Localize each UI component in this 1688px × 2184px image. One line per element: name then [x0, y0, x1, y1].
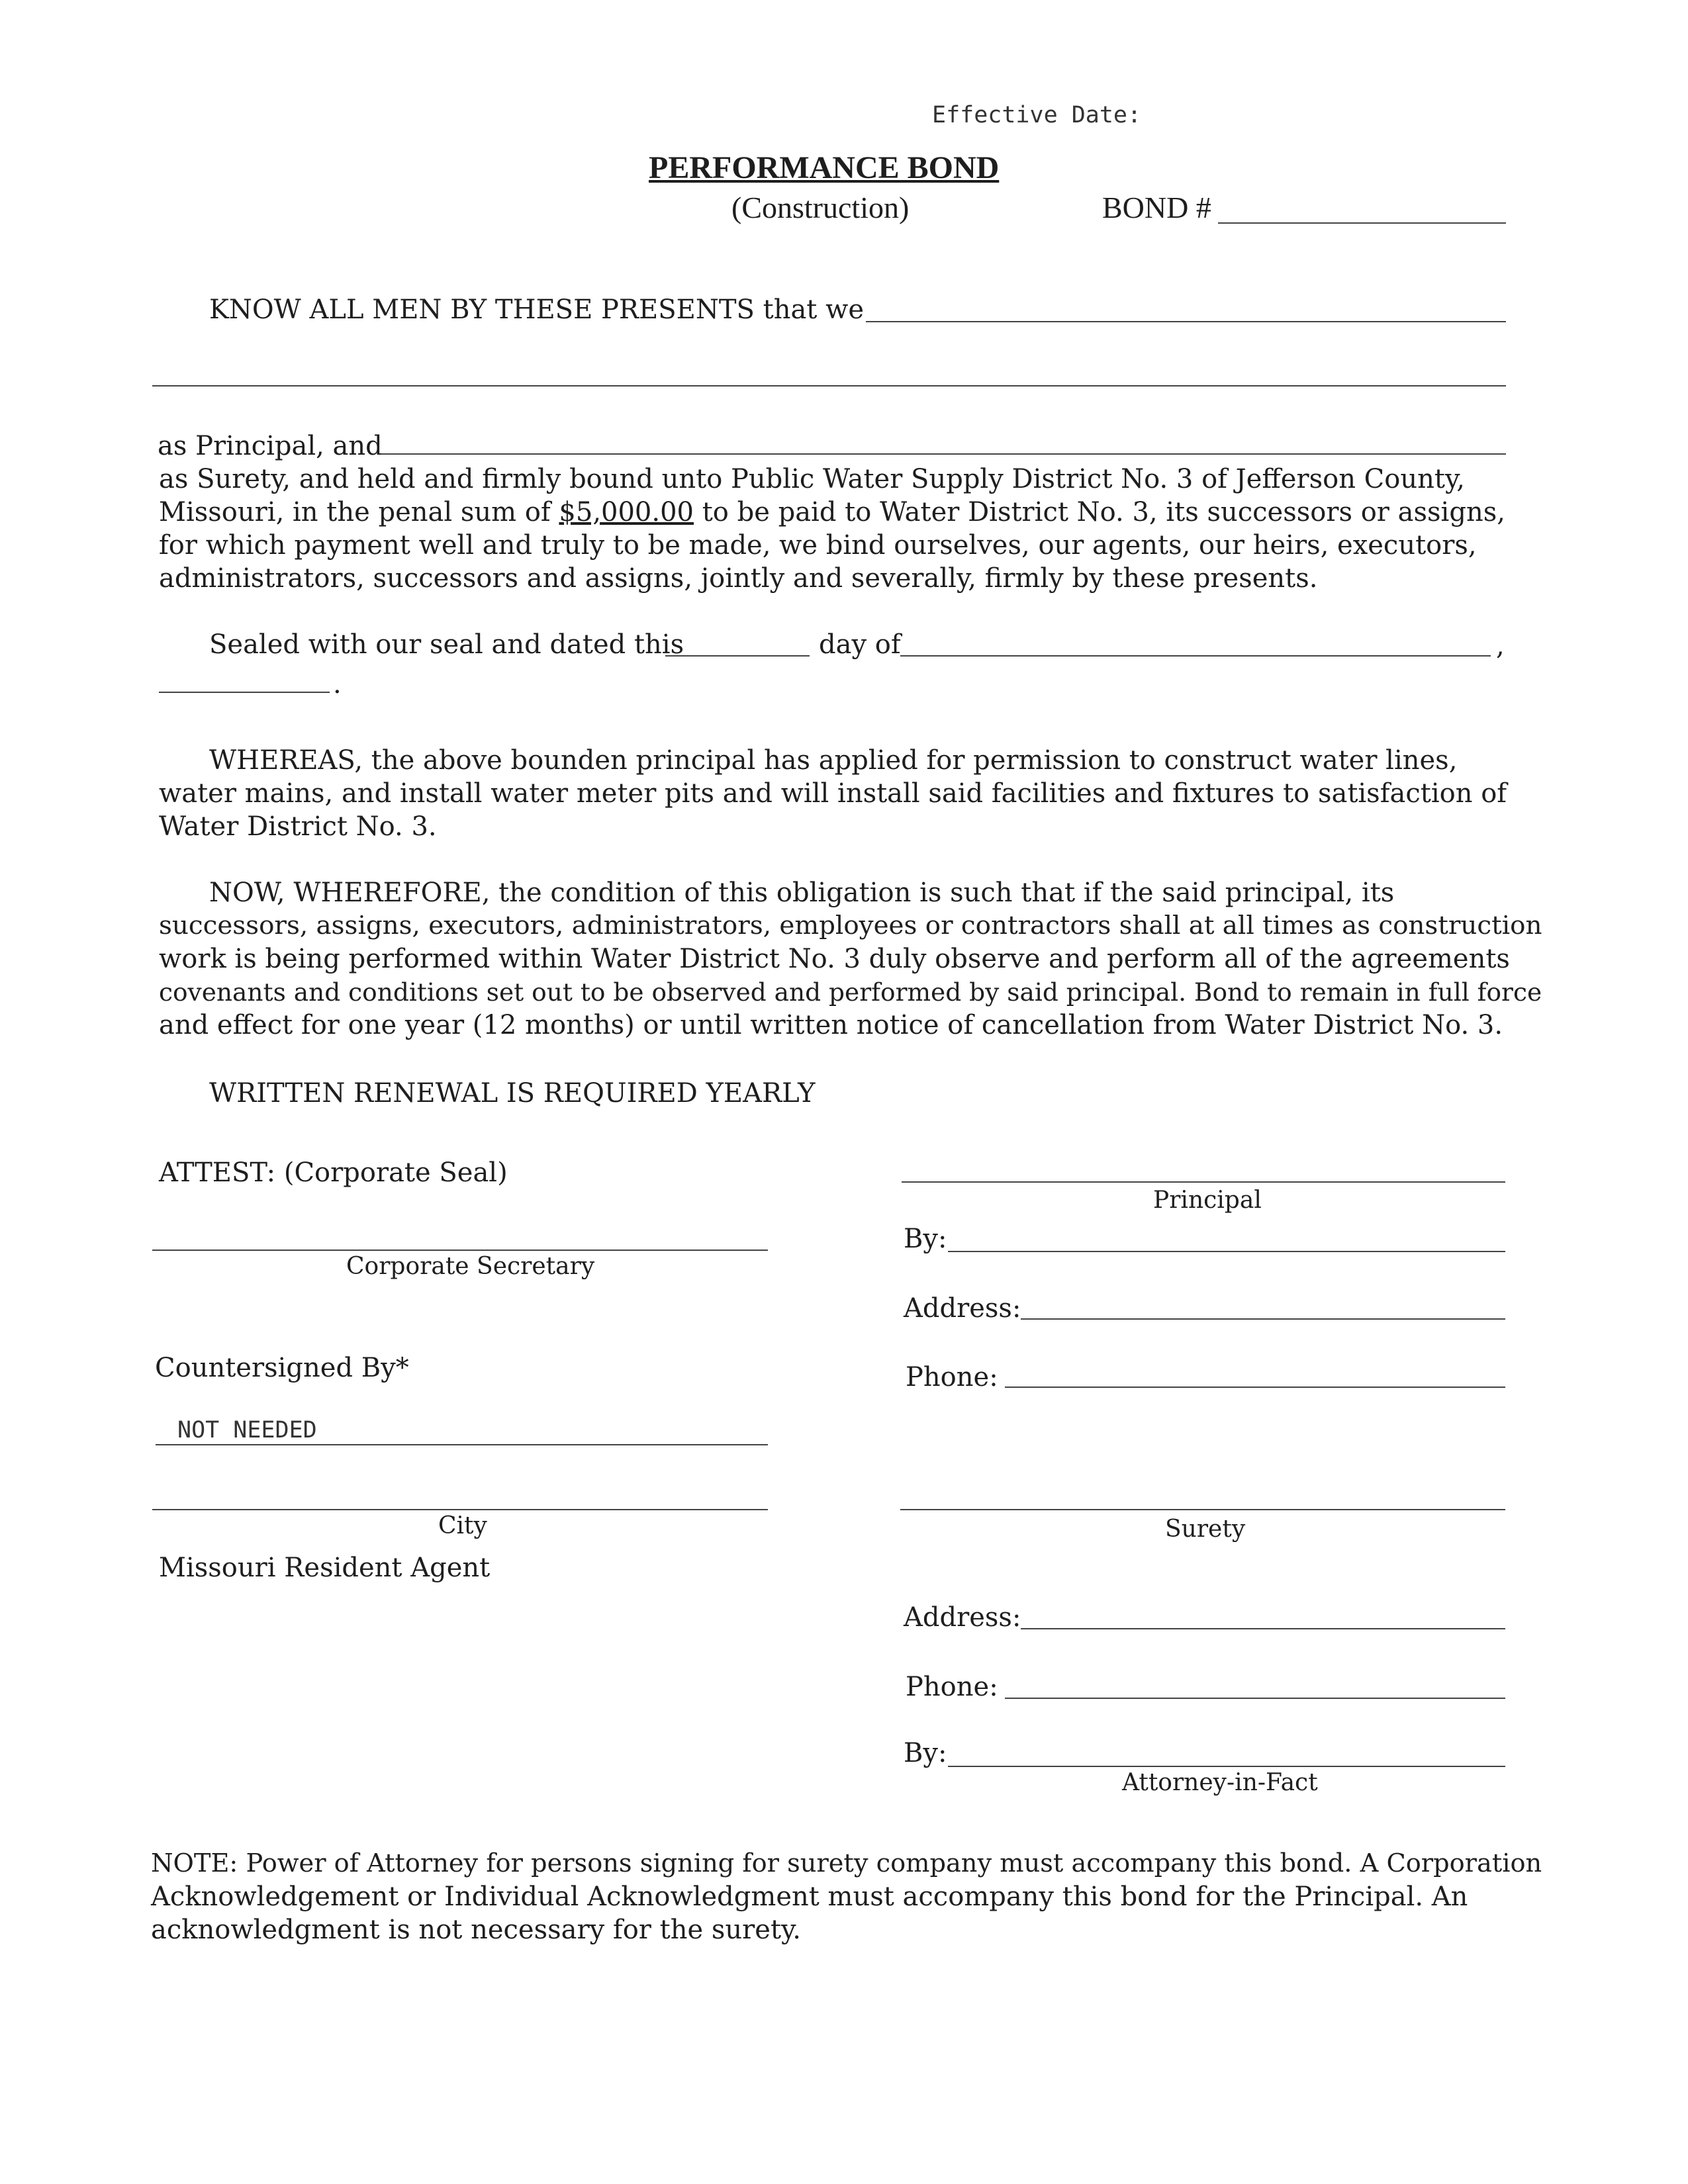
surety-line-2-b: to be paid to Water District No. 3, its successors or assigns,	[702, 497, 1505, 527]
principal-label: Principal	[1153, 1187, 1262, 1214]
effective-date-label: Effective Date:	[932, 102, 1142, 128]
sealed-period: .	[333, 669, 342, 700]
document-title: PERFORMANCE BOND	[649, 150, 1000, 185]
as-principal-text: as Principal, and	[158, 431, 383, 461]
penal-sum: $5,000.00	[559, 497, 694, 527]
surety-line-3: for which payment well and truly to be made, we bind ourselves, our agents, our heirs, executors,	[159, 530, 1477, 561]
day-field[interactable]	[665, 655, 810, 657]
bond-number-field[interactable]	[1218, 222, 1506, 224]
attorney-in-fact-label: Attorney-in-Fact	[1122, 1769, 1318, 1796]
surety-phone-field[interactable]	[1005, 1698, 1505, 1699]
whereas-line-1: WHEREAS, the above bounden principal has applied for permission to construct water lines,	[209, 745, 1458, 776]
missouri-resident-agent-label: Missouri Resident Agent	[159, 1553, 491, 1583]
document-subtitle: (Construction)	[731, 191, 910, 224]
now-line-5: and effect for one year (12 months) or until written notice of cancellation from Water District No. 3.	[159, 1010, 1503, 1040]
surety-name-field[interactable]	[381, 453, 1506, 455]
now-line-3: work is being performed within Water District No. 3 duly observe and perform all of the agreements	[159, 944, 1510, 974]
know-all-men-text: KNOW ALL MEN BY THESE PRESENTS that we	[209, 295, 865, 325]
month-field[interactable]	[900, 655, 1491, 657]
renewal-notice: WRITTEN RENEWAL IS REQUIRED YEARLY	[209, 1078, 816, 1109]
city-label: City	[438, 1512, 487, 1539]
principal-address-label: Address:	[904, 1293, 1021, 1324]
principal-address-field[interactable]	[1021, 1318, 1505, 1320]
surety-address-field[interactable]	[1021, 1628, 1505, 1629]
principal-phone-field[interactable]	[1005, 1387, 1505, 1388]
attest-label: ATTEST: (Corporate Seal)	[159, 1158, 508, 1188]
now-line-1: NOW, WHEREFORE, the condition of this obligation is such that if the said principal, its	[209, 878, 1395, 908]
whereas-line-2: water mains, and install water meter pits and will install said facilities and fixtures to satisfaction of	[159, 778, 1507, 809]
day-of-text: day of	[819, 629, 901, 660]
surety-line-2-a: Missouri, in the penal sum of	[159, 497, 551, 527]
surety-line-2	[159, 496, 1505, 528]
whereas-line-3: Water District No. 3.	[159, 811, 437, 842]
sealed-comma: ,	[1496, 631, 1505, 661]
surety-line-1: as Surety, and held and firmly bound unto Public Water Supply District No. 3 of Jefferson County,	[159, 464, 1465, 494]
surety-label: Surety	[1165, 1516, 1246, 1543]
year-field[interactable]	[159, 692, 330, 693]
not-needed-text: NOT NEEDED	[177, 1417, 317, 1443]
principal-phone-label: Phone:	[906, 1362, 998, 1392]
obligor-name-field-line2[interactable]	[152, 385, 1506, 387]
note-line-1: NOTE: Power of Attorney for persons signing for surety company must accompany this bond. A Corporation	[151, 1848, 1542, 1878]
corporate-secretary-label: Corporate Secretary	[346, 1253, 595, 1280]
surety-signature-field[interactable]	[900, 1509, 1505, 1510]
now-line-4: covenants and conditions set out to be observed and performed by said principal. Bond to remain in full force	[159, 978, 1542, 1007]
countersign-field[interactable]	[156, 1444, 768, 1445]
surety-phone-label: Phone:	[906, 1672, 998, 1702]
principal-by-label: By:	[904, 1224, 947, 1254]
obligor-name-field[interactable]	[866, 321, 1506, 322]
surety-by-label: By:	[904, 1738, 947, 1768]
now-line-2: successors, assigns, executors, administrators, employees or contractors shall at all times as construction	[159, 911, 1542, 940]
bond-number-label: BOND #	[1102, 191, 1211, 224]
surety-address-label: Address:	[904, 1602, 1021, 1633]
note-line-2: Acknowledgement or Individual Acknowledgment must accompany this bond for the Principal. An	[151, 1882, 1468, 1912]
surety-line-4: administrators, successors and assigns, jointly and severally, firmly by these presents.	[159, 563, 1318, 594]
principal-by-field[interactable]	[948, 1251, 1505, 1252]
sealed-text: Sealed with our seal and dated this	[209, 629, 684, 660]
principal-signature-field[interactable]	[902, 1181, 1505, 1183]
countersigned-by-label: Countersigned By*	[155, 1353, 409, 1383]
note-line-3: acknowledgment is not necessary for the surety.	[151, 1915, 802, 1945]
